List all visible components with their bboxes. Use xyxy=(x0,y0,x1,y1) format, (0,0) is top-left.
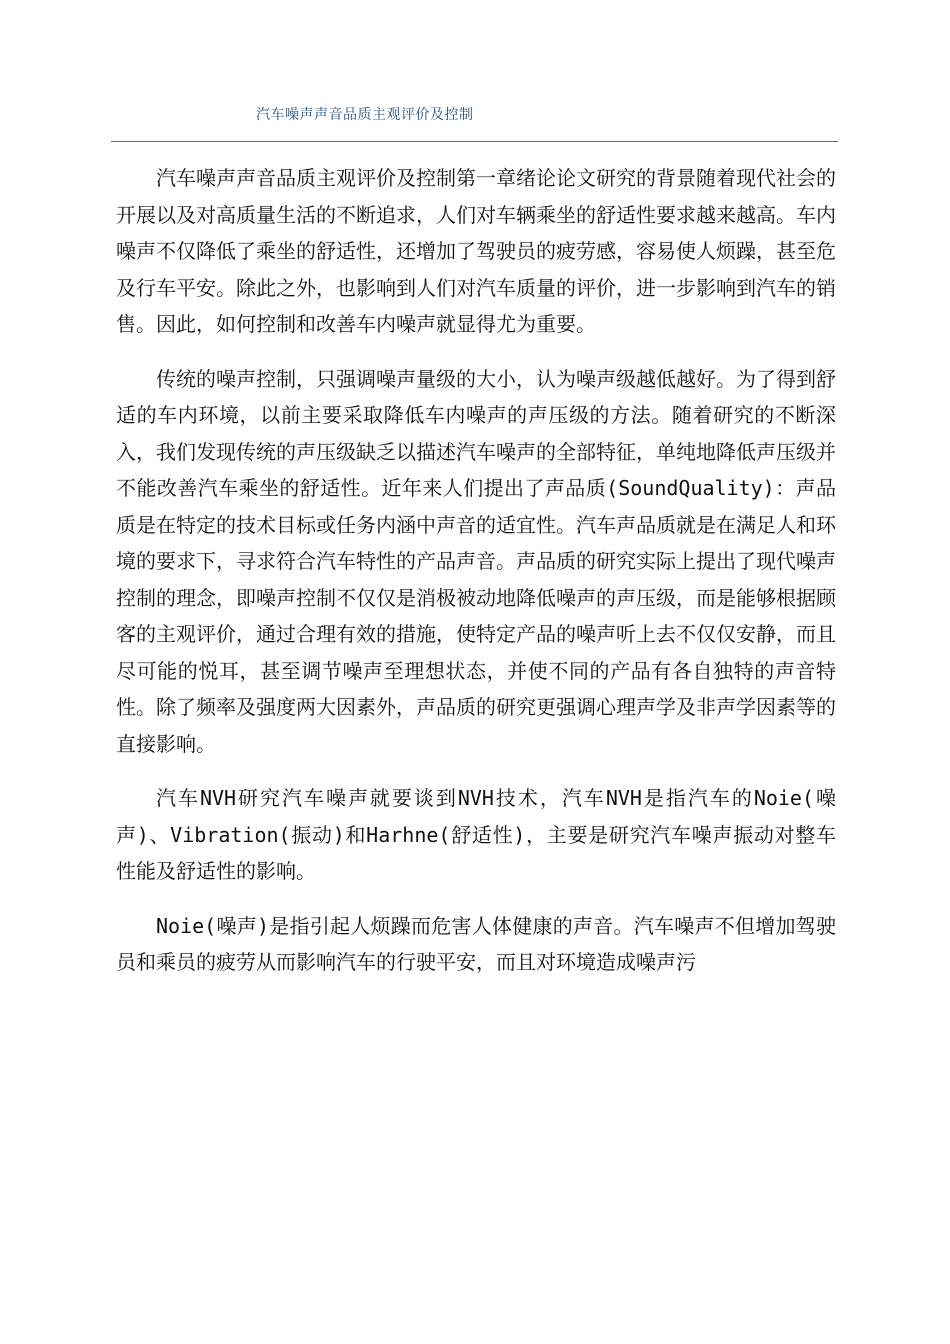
running-header-title: 汽车噪声声音品质主观评价及控制 xyxy=(256,107,474,123)
document-body xyxy=(116,160,836,999)
paragraph-noise-definition: Noie(噪声)是指引起人烦躁而危害人体健康的声音。汽车噪声不但增加驾驶员和乘员的疲劳从而影响汽车的行驶平安，而且对环境造成噪声污 xyxy=(116,913,836,974)
paragraph-nvh: 汽车NVH研究汽车噪声就要谈到NVH技术，汽车NVH是指汽车的Noie(噪声)、Vibration(振动)和Harhne(舒适性)，主要是研究汽车噪声振动对整车性能及舒适性的影响。 xyxy=(116,786,836,883)
paragraph-background: 汽车噪声声音品质主观评价及控制第一章绪论论文研究的背景随着现代社会的开展以及对高质量生活的不断追求，人们对车辆乘坐的舒适性要求越来越高。车内噪声不仅降低了乘坐的舒适性，还增加了驾驶员的疲劳感，容易使人烦躁，甚至危及行车平安。除此之外，也影响到人们对汽车质量的评价，进一步影响到汽车的销售。因此，如何控制和改善车内噪声就显得尤为重要。 xyxy=(116,166,836,336)
paragraph-sound-quality: 传统的噪声控制，只强调噪声量级的大小，认为噪声级越低越好。为了得到舒适的车内环境，以前主要采取降低车内噪声的声压级的方法。随着研究的不断深入，我们发现传统的声压级缺乏以描述汽车噪声的全部特征，单纯地降低声压级并不能改善汽车乘坐的舒适性。近年来人们提出了声品质(SoundQuality)：声品质是在特定的技术目标或任务内涵中声音的适宜性。汽车声品质就是在满足人和环境的要求下，寻求符合汽车特性的产品声音。声品质的研究实际上提出了现代噪声控制的理念，即噪声控制不仅仅是消极被动地降低噪声的声压级，而是能够根据顾客的主观评价，通过合理有效的措施，使特定产品的噪声听上去不仅仅安静，而且尽可能的悦耳，甚至调节噪声至理想状态，并使不同的产品有各自独特的声音特性。除了频率及强度两大因素外，声品质的研究更强调心理声学及非声学因素等的直接影响。 xyxy=(116,366,836,756)
header-divider xyxy=(111,141,838,142)
